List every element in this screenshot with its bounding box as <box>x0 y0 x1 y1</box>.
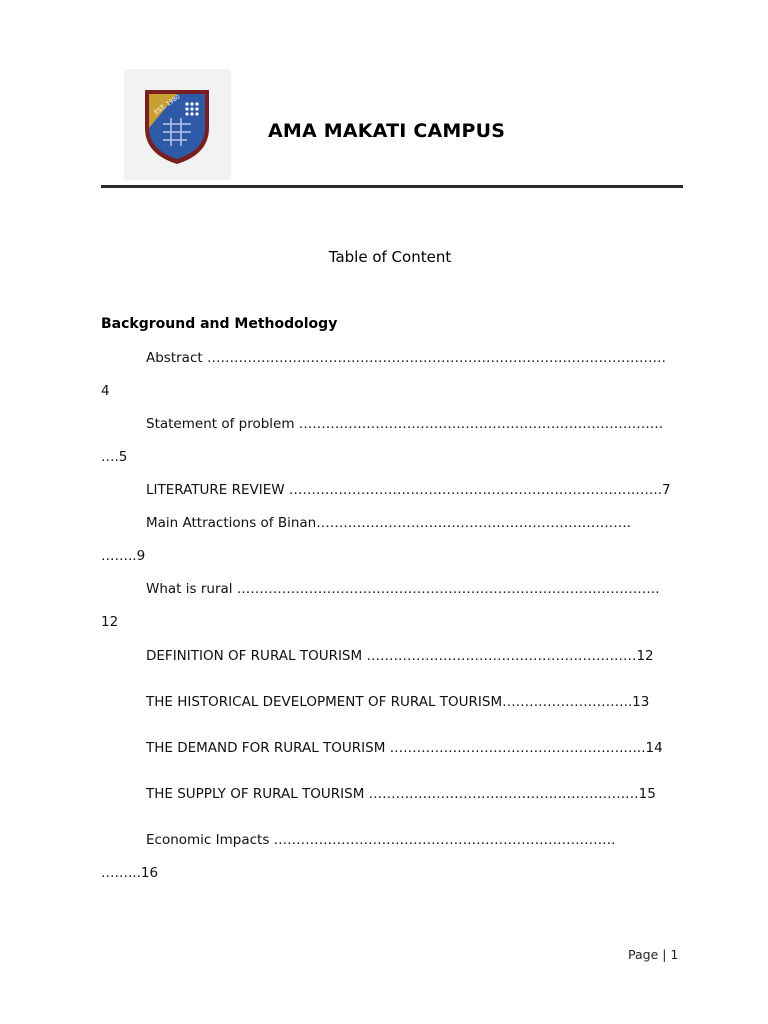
toc-page-number: ….5 <box>101 449 128 465</box>
toc-entry-economic-impacts: Economic Impacts …………………………………………………………………. <box>146 832 616 848</box>
toc-page-number: 4 <box>101 383 110 399</box>
toc-entry-definition-rural-tourism: DEFINITION OF RURAL TOURISM ……………………………………………………12 <box>146 648 654 664</box>
toc-entry-main-attractions: Main Attractions of Binan……………………………………………………………. <box>146 515 632 531</box>
toc-page-number: ……...16 <box>101 865 159 881</box>
school-name: AMA MAKATI CAMPUS <box>268 120 506 142</box>
school-logo <box>124 69 231 180</box>
toc-entry-historical-development: THE HISTORICAL DEVELOPMENT OF RURAL TOURISM………………………..13 <box>146 694 650 710</box>
toc-entry-statement-of-problem: Statement of problem ……………………………………………………………………… <box>146 416 664 432</box>
toc-entry-literature-review: LITERATURE REVIEW ………………………………………………………………………..7 <box>146 482 671 498</box>
section-heading: Background and Methodology <box>101 316 338 332</box>
toc-entry-demand-rural-tourism: THE DEMAND FOR RURAL TOURISM …………………………………………….…..14 <box>146 740 663 756</box>
toc-entry-what-is-rural: What is rural …………………………………………………………………………………. <box>146 581 660 597</box>
toc-page-number: ……..9 <box>101 548 146 564</box>
document-title: Table of Content <box>328 248 452 266</box>
toc-page-number: 12 <box>101 614 119 630</box>
shield-logo-icon <box>141 84 213 166</box>
header-divider <box>101 185 683 188</box>
page-number: Page | 1 <box>628 947 679 962</box>
toc-entry-abstract: Abstract ………………………………………………………………………………………… <box>146 350 666 366</box>
toc-entry-supply-rural-tourism: THE SUPPLY OF RURAL TOURISM ……………………………………………………15 <box>146 786 656 802</box>
logo-text: EST. 1980 <box>153 93 182 117</box>
